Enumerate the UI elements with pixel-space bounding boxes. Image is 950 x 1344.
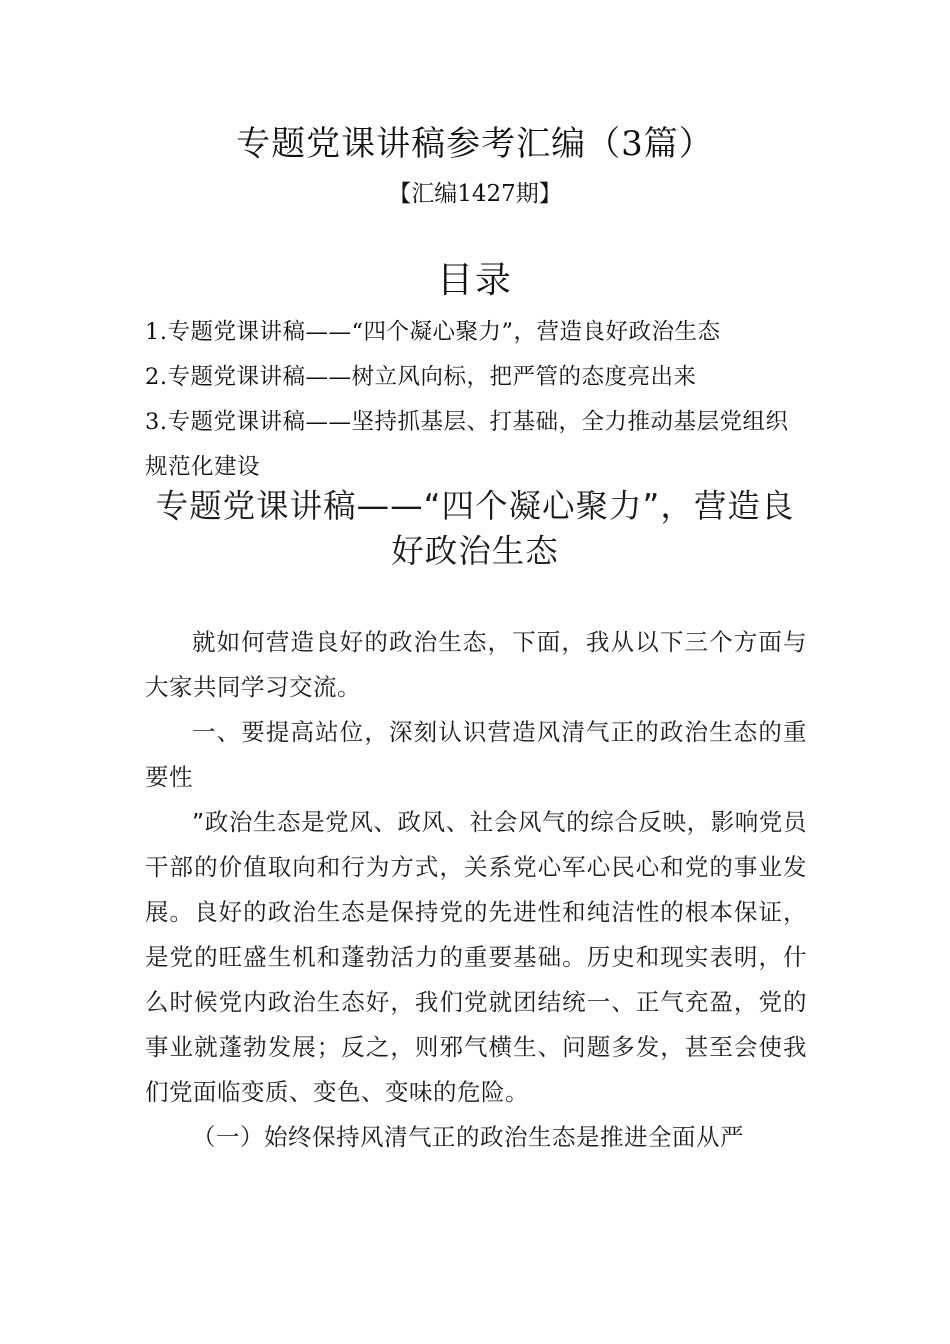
section-title: 专题党课讲稿——“四个凝心聚力”，营造良好政治生态 — [155, 487, 795, 570]
document-title: 专题党课讲稿参考汇编（3篇） — [236, 124, 714, 164]
toc-heading: 目录 — [436, 260, 513, 301]
toc-item-2[interactable]: 2.专题党课讲稿——树立风向标，把严管的态度亮出来 — [145, 364, 697, 390]
toc-item-3[interactable]: 3.专题党课讲稿——坚持抓基层、打基础，全力推动基层党组织规范化建设 — [145, 409, 789, 480]
paragraph-heading-1: 一、要提高站位，深刻认识营造风清气正的政治生态的重要性 — [145, 718, 807, 791]
table-of-contents — [145, 310, 810, 490]
document-issue: 【汇编1427期】 — [388, 181, 562, 207]
section-body — [145, 620, 807, 1160]
paragraph-subheading-1: （一）始终保持风清气正的政治生态是推进全面从严 — [192, 1123, 744, 1151]
paragraph-body-1: ”政治生态是党风、政风、社会风气的综合反映，影响党员干部的价值取向和行为方式，关系党心军心民心和党的事业发展。良好的政治生态是保持党的先进性和纯洁性的根本保证，是党的旺盛生机和蓬勃活力的重要基础。历史和现实表明，什么时候党内政治生态好，我们党就团结统一、正气充盈，党的事业就蓬勃发展；反之，则邪气横生、问题多发，甚至会使我们党面临变质、变色、变味的危险。 — [145, 808, 807, 1106]
paragraph-intro: 就如何营造良好的政治生态，下面，我从以下三个方面与大家共同学习交流。 — [145, 628, 807, 701]
toc-item-1[interactable]: 1.专题党课讲稿——“四个凝心聚力”，营造良好政治生态 — [145, 319, 721, 345]
